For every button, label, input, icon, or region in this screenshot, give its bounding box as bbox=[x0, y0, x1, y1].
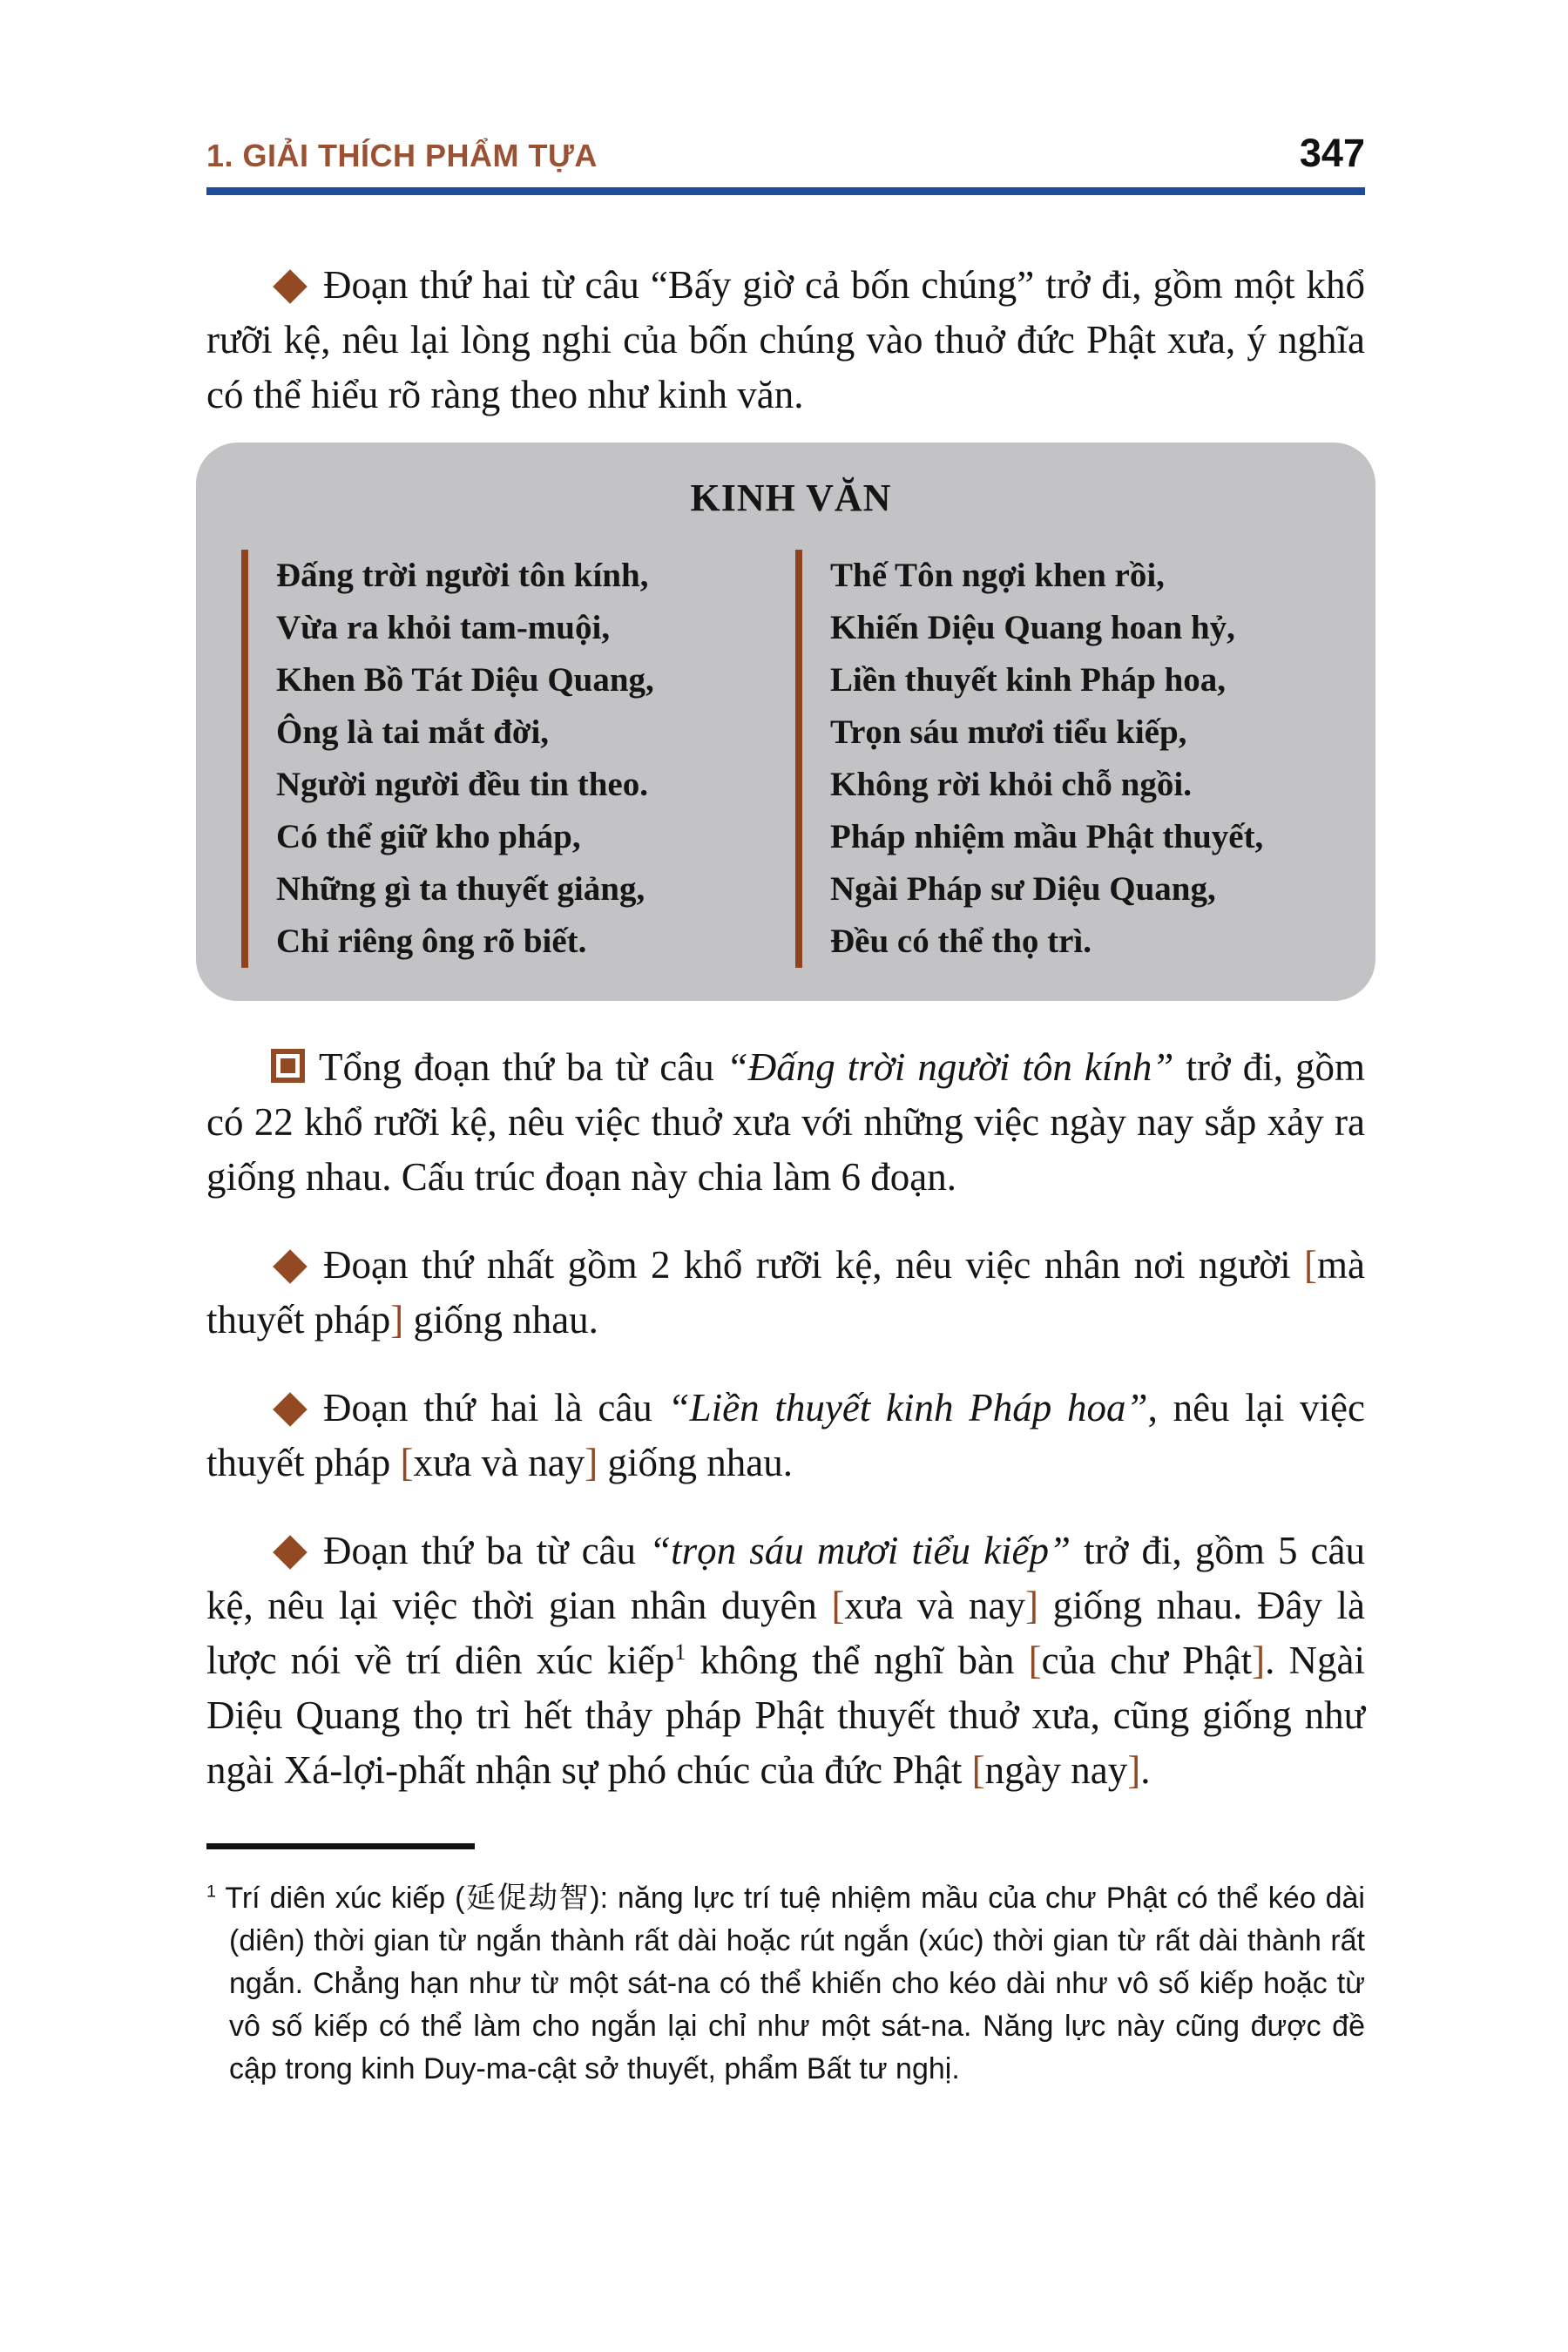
text-segment: . Ngài Diệu Quang thọ trì hết thảy pháp Phật thuyết thuở xưa, cũng giống như ngài Xá-lợi-phất nhận sự phó chúc của đức Phật bbox=[206, 1639, 1366, 1792]
body-paragraphs-bottom bbox=[206, 1040, 1365, 1798]
verse-column-right bbox=[795, 550, 1341, 968]
diamond-bullet-icon bbox=[273, 1535, 308, 1570]
text-segment: [ bbox=[1304, 1243, 1318, 1287]
verse-line: Vừa ra khỏi tam-muội, bbox=[276, 609, 611, 646]
text-segment: mà thuyết pháp bbox=[206, 1243, 1365, 1342]
running-title: 1. GIẢI THÍCH PHẨM TỰA bbox=[206, 138, 598, 173]
page-header bbox=[206, 131, 1365, 176]
square-bullet-icon bbox=[271, 1049, 305, 1083]
body-paragraphs-top bbox=[206, 258, 1365, 422]
text-segment: của chư Phật bbox=[1041, 1639, 1253, 1682]
verse-line: Những gì ta thuyết giảng, bbox=[276, 870, 645, 908]
text-segment: giống nhau. Đây là lược nói về trí diên xúc kiếp bbox=[206, 1584, 1365, 1682]
text-segment: Trí diên xúc kiếp (延促劫智): năng lực trí tuệ nhiệm mầu của chư Phật có thể kéo dài (diên) thời gian từ ngắn thành rất dài hoặc rút ngắn (xúc) thời gian từ rất dài thành rất ngắn. Chẳng hạn như từ một sát-na có thể khiến cho kéo dài như vô số kiếp hoặc từ vô số kiếp có thể làm cho ngắn lại chỉ như một sát-na. Năng lực này cũng được đề cập trong kinh Duy-ma-cật sở thuyết, phẩm Bất tư nghị. bbox=[215, 1882, 1365, 2085]
text-segment: “trọn sáu mươi tiểu kiếp” bbox=[649, 1529, 1071, 1572]
body-paragraph bbox=[206, 1524, 1365, 1798]
text-segment: [ bbox=[400, 1441, 414, 1484]
header-rule bbox=[206, 187, 1365, 195]
text-segment: ] bbox=[1127, 1748, 1141, 1792]
verse-line: Người người đều tin theo. bbox=[276, 766, 648, 803]
text-segment: Đoạn thứ hai từ câu “Bấy giờ cả bốn chúng” trở đi, gồm một khổ rưỡi kệ, nêu lại lòng nghi của bốn chúng vào thuở đức Phật xưa, ý nghĩa có thể hiểu rõ ràng theo như kinh văn. bbox=[206, 263, 1365, 416]
text-segment: nay bbox=[954, 1584, 1025, 1627]
kinh-van-box bbox=[196, 443, 1375, 1001]
verse-line: Liền thuyết kinh Pháp hoa, bbox=[830, 661, 1227, 699]
verse-column-left bbox=[241, 550, 787, 968]
text-segment: 1 bbox=[206, 1882, 216, 1902]
text-segment: trở đi, gồm 5 câu kệ, nêu lại việc thời gian nhân duyên bbox=[206, 1529, 1365, 1627]
verse-line: Đấng trời người tôn kính, bbox=[276, 557, 649, 594]
page-number: 347 bbox=[1299, 131, 1365, 175]
text-segment: ] bbox=[1024, 1584, 1038, 1627]
text-segment: [ bbox=[1028, 1639, 1042, 1682]
diamond-bullet-icon bbox=[273, 1249, 308, 1284]
verse-line: Trọn sáu mươi tiểu kiếp, bbox=[830, 713, 1187, 751]
text-segment: Đoạn thứ ba từ câu bbox=[323, 1529, 650, 1572]
text-segment: trở đi, gồm có 22 khổ rưỡi kệ, nêu việc thuở xưa với những việc ngày nay sắp xảy ra giống nhau. Cấu trúc đoạn này chia làm 6 đoạn. bbox=[206, 1045, 1366, 1199]
verse-line: Ngài Pháp sư Diệu Quang, bbox=[830, 870, 1216, 908]
footnote-text bbox=[206, 1877, 1365, 2091]
body-paragraph bbox=[206, 1381, 1365, 1490]
text-segment: “Liền thuyết kinh Pháp hoa” bbox=[667, 1386, 1148, 1429]
verse-line: Pháp nhiệm mầu Phật thuyết, bbox=[830, 818, 1264, 855]
verse-line: Không rời khỏi chỗ ngồi. bbox=[830, 766, 1192, 803]
verse-line: Khiến Diệu Quang hoan hỷ, bbox=[830, 609, 1235, 646]
text-segment: . bbox=[1140, 1748, 1151, 1792]
verse-line: Đều có thể thọ trì. bbox=[830, 923, 1092, 960]
body-paragraph bbox=[206, 1040, 1365, 1205]
text-segment: 1 bbox=[674, 1639, 686, 1665]
text-segment: , nêu lại việc thuyết pháp bbox=[206, 1386, 1366, 1484]
text-segment: giống nhau. bbox=[598, 1441, 793, 1484]
text-segment: [ bbox=[831, 1584, 845, 1627]
verse-columns bbox=[241, 550, 1341, 968]
verse-line: Chỉ riêng ông rõ biết. bbox=[276, 923, 587, 960]
text-segment: Đoạn thứ nhất gồm 2 khổ rưỡi kệ, nêu việc nhân nơi người bbox=[323, 1243, 1305, 1287]
text-segment: không thể nghĩ bàn bbox=[686, 1639, 1029, 1682]
text-segment: [ bbox=[971, 1748, 985, 1792]
verse-line: Thế Tôn ngợi khen rồi, bbox=[830, 557, 1165, 594]
verse-line: Ông là tai mắt đời, bbox=[276, 713, 550, 751]
verse-line: Có thể giữ kho pháp, bbox=[276, 818, 581, 855]
text-segment: xưa và bbox=[844, 1584, 955, 1627]
diamond-bullet-icon bbox=[273, 269, 308, 304]
footnote-separator bbox=[206, 1843, 475, 1849]
verse-line: Khen Bồ Tát Diệu Quang, bbox=[276, 661, 654, 699]
text-segment: ngày nay bbox=[984, 1748, 1128, 1792]
text-segment: “Đấng trời người tôn kính” bbox=[726, 1045, 1174, 1089]
kinh-van-title: KINH VĂN bbox=[690, 476, 892, 519]
text-segment: Đoạn thứ hai là câu bbox=[323, 1386, 668, 1429]
body-paragraph bbox=[206, 1238, 1365, 1348]
text-segment: ] bbox=[390, 1298, 404, 1342]
text-segment: Tổng đoạn thứ ba từ câu bbox=[319, 1045, 727, 1089]
text-segment: ] bbox=[1252, 1639, 1266, 1682]
body-paragraph bbox=[206, 258, 1365, 422]
diamond-bullet-icon bbox=[273, 1392, 308, 1427]
text-segment: xưa và nay bbox=[413, 1441, 585, 1484]
text-segment: giống nhau. bbox=[403, 1298, 598, 1342]
text-segment: ] bbox=[585, 1441, 598, 1484]
